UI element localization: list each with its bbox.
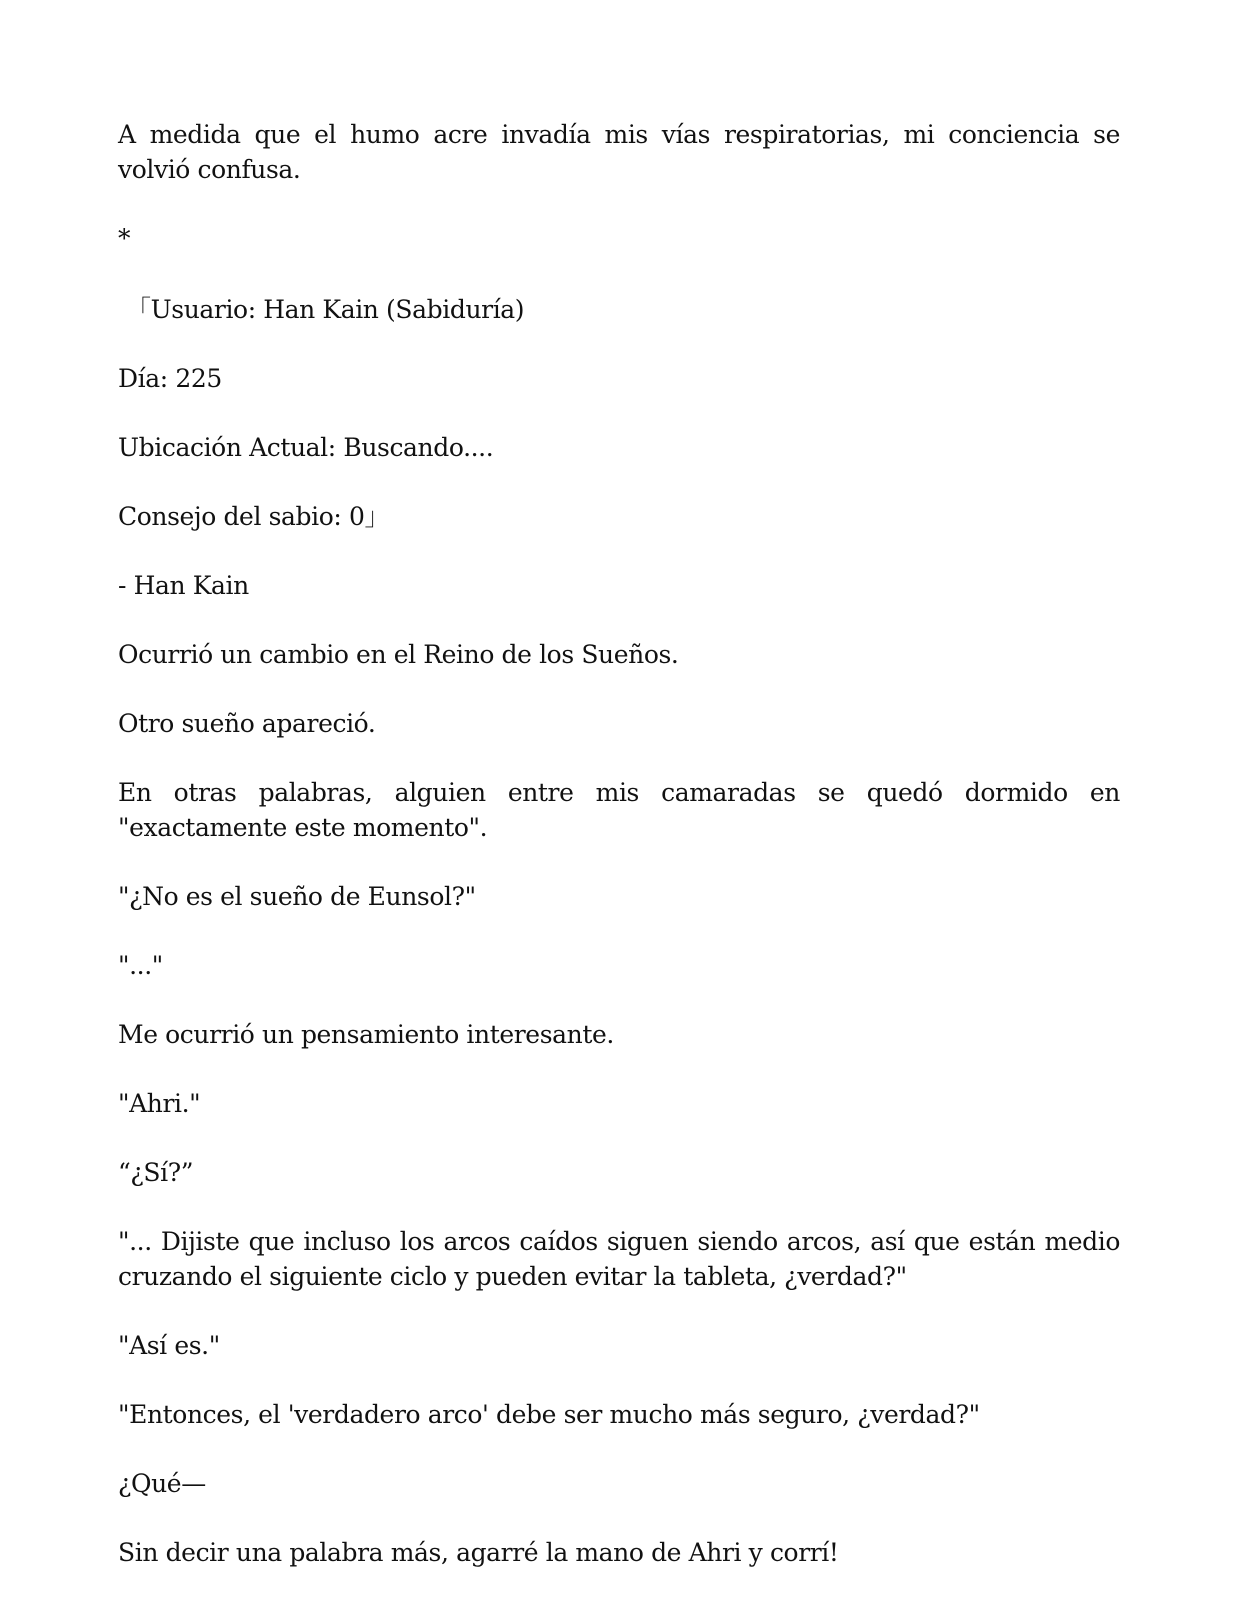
status-location: Ubicación Actual: Buscando....	[118, 433, 494, 462]
dialogue-fallen-arcs: "... Dijiste que incluso los arcos caídos siguen siendo arcos, así que están medio cruzando el siguiente ciclo y pueden evitar la tableta, ¿verdad?"	[118, 1227, 1120, 1291]
paragraph-smoke: A medida que el humo acre invadía mis vías respiratorias, mi conciencia se volvió confusa.	[118, 120, 1120, 184]
status-day: Día: 225	[118, 364, 222, 393]
paragraph-another-dream: Otro sueño apareció.	[118, 709, 376, 738]
dialogue-thats-right: "Así es."	[118, 1331, 220, 1360]
document-body	[118, 117, 1120, 1604]
paragraph-dream-change: Ocurrió un cambio en el Reino de los Sueños.	[118, 640, 679, 669]
signature-han-kain: - Han Kain	[118, 571, 249, 600]
paragraph-interesting-thought: Me ocurrió un pensamiento interesante.	[118, 1020, 614, 1049]
dialogue-what: ¿Qué—	[118, 1469, 206, 1498]
dialogue-yes: “¿Sí?”	[118, 1158, 194, 1187]
dialogue-ahri: "Ahri."	[118, 1089, 201, 1118]
status-user: 「Usuario: Han Kain (Sabiduría)	[126, 295, 525, 324]
dialogue-ellipsis: "..."	[118, 951, 163, 980]
paragraph-ran: Sin decir una palabra más, agarré la mano de Ahri y corrí!	[118, 1538, 839, 1567]
paragraph-comrade-asleep: En otras palabras, alguien entre mis camaradas se quedó dormido en "exactamente este momento".	[118, 778, 1120, 842]
status-sage-advice: Consejo del sabio: 0」	[118, 502, 390, 531]
dialogue-true-arc: "Entonces, el 'verdadero arco' debe ser mucho más seguro, ¿verdad?"	[118, 1400, 980, 1429]
dialogue-eunsol-dream: "¿No es el sueño de Eunsol?"	[118, 882, 476, 911]
scene-break-asterisk: *	[118, 224, 131, 253]
